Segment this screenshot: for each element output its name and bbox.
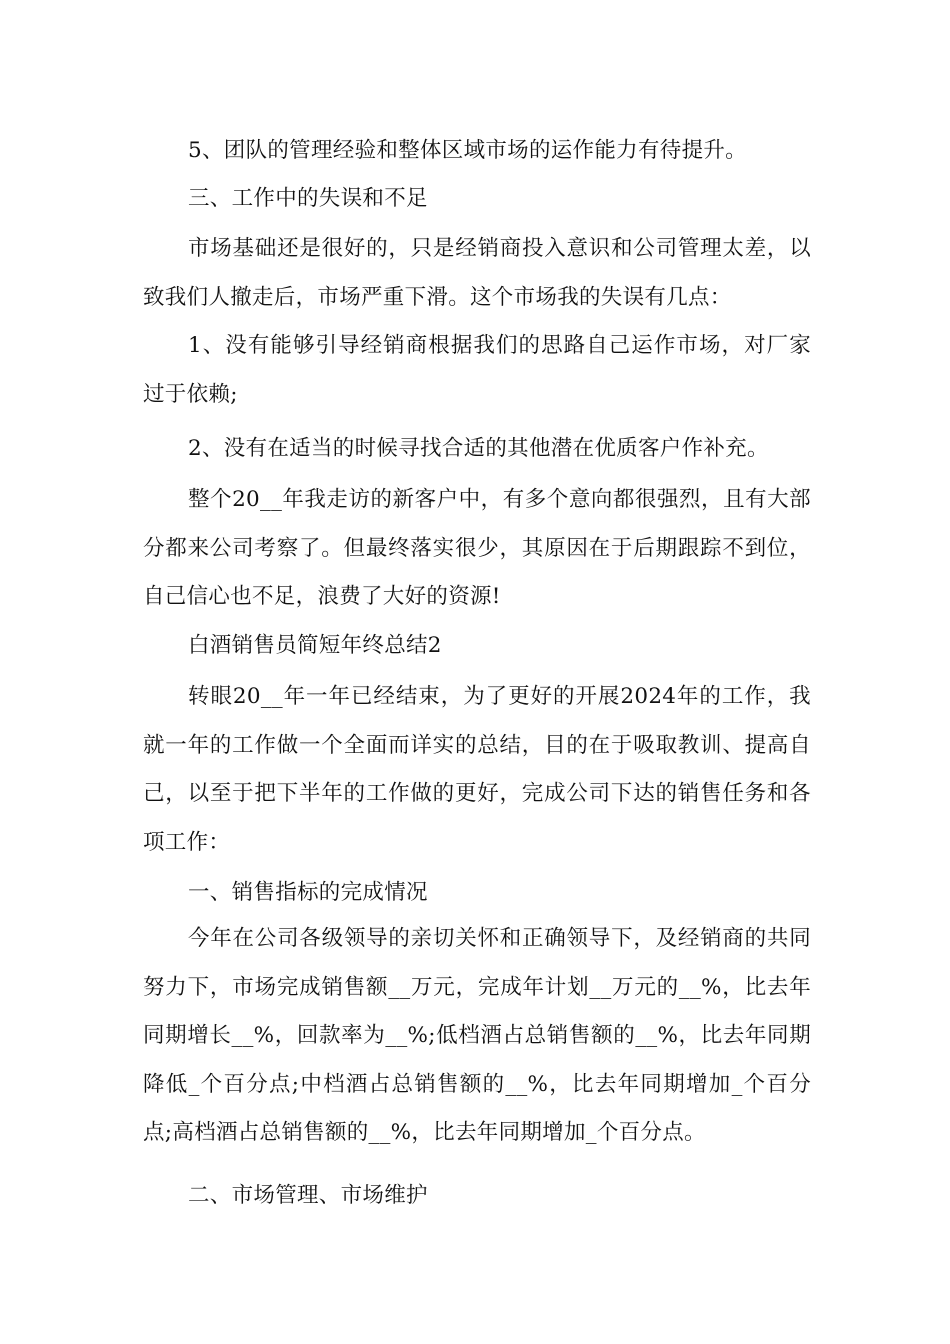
section-title-summary-2: 白酒销售员简短年终总结2: [188, 633, 442, 658]
paragraph-mistake-1: 1、没有能够引导经销商根据我们的思路自己运作市场，对厂家过于依赖;: [143, 333, 811, 407]
paragraph-mistake-2: 2、没有在适当的时候寻找合适的其他潜在优质客户作补充。: [188, 436, 769, 461]
paragraph-market-foundation: 市场基础还是很好的，只是经销商投入意识和公司管理太差，以致我们人撤走后，市场严重下滑。这个市场我的失误有几点：: [143, 236, 811, 310]
paragraph-new-customers: 整个20__年我走访的新客户中，有多个意向都很强烈，且有大部分都来公司考察了。但最终落实很少，其原因在于后期跟踪不到位，自己信心也不足，浪费了大好的资源!: [143, 487, 811, 609]
heading-sales-targets: 一、销售指标的完成情况: [188, 880, 428, 905]
paragraph-year-intro: 转眼20__年一年已经结束，为了更好的开展2024年的工作，我就一年的工作做一个全面而详实的总结，目的在于吸取教训、提高自己，以至于把下半年的工作做的更好，完成公司下达的销售任务和各项工作：: [143, 684, 811, 855]
paragraph-team-management: 5、团队的管理经验和整体区域市场的运作能力有待提升。: [188, 138, 747, 163]
heading-mistakes-shortcomings: 三、工作中的失误和不足: [188, 186, 428, 211]
paragraph-sales-figures: 今年在公司各级领导的亲切关怀和正确领导下，及经销商的共同努力下，市场完成销售额__万元，完成年计划__万元的__%，比去年同期增长__%，回款率为__%;低档酒占总销售额的__%，比去年同期降低_个百分点;中档酒占总销售额的__%，比去年同期增加_个百分点;高档酒占总销售额的__%，比去年同期增加_个百分点。: [143, 926, 811, 1145]
heading-market-management: 二、市场管理、市场维护: [188, 1183, 428, 1208]
